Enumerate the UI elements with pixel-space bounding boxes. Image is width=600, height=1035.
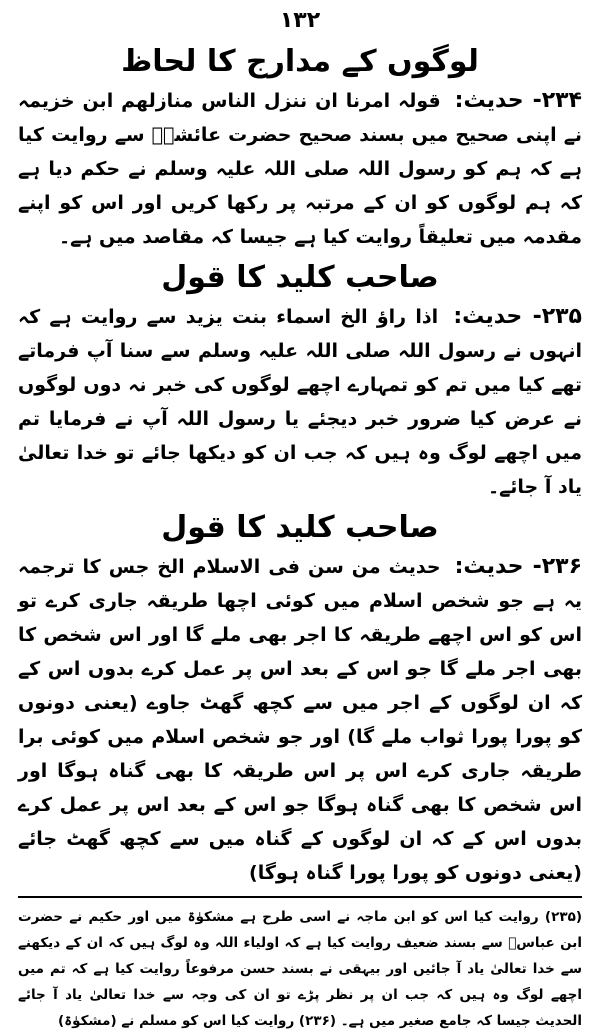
hadith-label: ۲۳۴- حدیث: (454, 88, 582, 113)
section-heading-2: صاحب کلید کا قول (161, 260, 439, 295)
hadith-text: اذا راؤ الخ اسماء بنت یزید سے روایت ہے کہ انہوں نے رسول اللہ صلی اللہ علیہ وسلم سے سنا آپ فرماتے تھے کیا میں تم کو تمہارے اچھے لوگوں کی خبر نہ دوں لوگوں نے عرض کیا ضرور خبر دیجئے یا رسول اللہ آپ نے فرمایا تم میں اچھے لوگ وہ ہیں کہ جب ان کو دیکھا جائے تو خدا تعالیٰ یاد آ جائے۔ (18, 306, 582, 498)
section-heading-3: صاحب کلید کا قول (161, 510, 439, 545)
hadith-paragraph-235 (18, 300, 582, 504)
footnotes (18, 896, 582, 1034)
hadith-label: ۲۳۶- حدیث: (454, 554, 583, 579)
hadith-paragraph-234 (18, 84, 582, 254)
section-heading-1: لوگوں کے مدارج کا لحاظ (121, 44, 479, 79)
hadith-label: ۲۳۵- حدیث: (453, 304, 582, 329)
page-number: ۱۳۲ (279, 8, 321, 33)
hadith-paragraph-236 (18, 550, 582, 890)
footnote-text: (۲۳۵) روایت کیا اس کو ابن ماجہ نے اسی طرح ہے مشکوٰۃ میں اور حکیم نے حضرت ابن عباسؓ سے بسند ضعیف روایت کیا ہے کہ اولیاء اللہ وہ لوگ ہیں کہ ان کے دیکھنے سے خدا تعالیٰ یاد آ جائیں اور بیہقی نے بسند حسن مرفوعاً روایت کیا ہے کہ تم میں اچھے لوگ وہ ہیں کہ جب ان پر نظر پڑے تو ان کی وجہ سے خدا تعالیٰ یاد آ جائے الحدیث جیسا کہ جامع صغیر میں ہے۔ (۲۳۶) روایت کیا اس کو مسلم نے (مشکوٰۃ) (18, 909, 582, 1029)
hadith-text: حدیث من سن فی الاسلام الخ جس کا ترجمہ یہ ہے جو شخص اسلام میں کوئی اچھا طریقہ جاری کرے تو اس کو اس اچھے طریقہ کا اجر بھی ملے گا اور اس شخص کا بھی اجر ملے گا جو اس کے بعد اس پر عمل کرے بدوں اس کے کہ ان لوگوں کے اجر میں سے کچھ گھٹ جاوے (یعنی دونوں کو پورا پورا ثواب ملے گا) اور جو شخص اسلام میں کوئی برا طریقہ جاری کرے اس پر اس طریقہ کا بھی گناہ ہوگا اور اس شخص کا بھی گناہ ہوگا جو اس کے بعد اس پر عمل کرے بدوں اس کے کہ ان لوگوں کے گناہ میں سے کچھ گھٹ جائے (یعنی دونوں کو پورا پورا گناہ ہوگا) (18, 556, 582, 884)
hadith-text: قولہ امرنا ان ننزل الناس منازلھم ابن خزیمہ نے اپنی صحیح میں بسند صحیح حضرت عائشہؓ سے روایت کیا ہے کہ ہم کو رسول اللہ صلی اللہ علیہ وسلم نے حکم دیا ہے کہ ہم لوگوں کو ان کے مرتبہ پر رکھا کریں اور اس کو اپنے مقدمہ میں تعلیقاً روایت کیا ہے جیسا کہ مقاصد میں ہے۔ (18, 90, 582, 248)
